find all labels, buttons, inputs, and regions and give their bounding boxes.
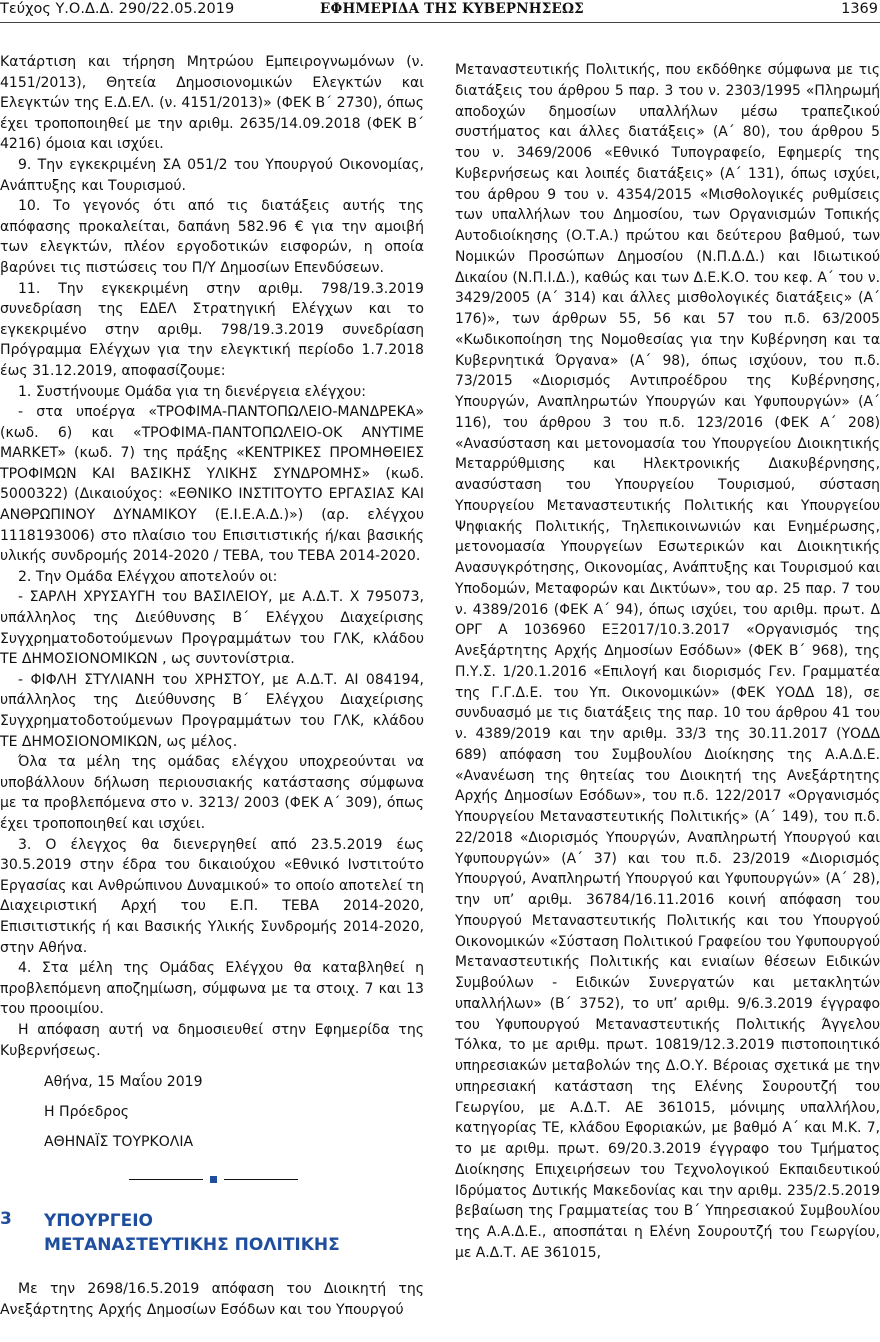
signature-role: Η Πρόεδρος [44, 1104, 130, 1121]
signature-place-date: Αθήνα, 15 Μαΐου 2019 [44, 1074, 203, 1091]
left-column [0, 52, 424, 1320]
section-title-line2: ΜΕΤΑΝΑΣΤΕΥΤΙΚΗΣ ΠΟΛΙΤΙΚΗΣ [44, 1235, 340, 1256]
section-number: 3 [0, 1209, 12, 1230]
issue-reference: Τεύχος Υ.Ο.Δ.Δ. 290/22.05.2019 [0, 1, 235, 17]
paragraph: 4. Στα μέλη της Ομάδας Ελέγχου θα καταβληθεί η προβλεπόμενη αποζημίωση, σύμφωνα με τα στοιχ. 7 και 13 του προοιμίου. [0, 960, 424, 1018]
signature-block [0, 1067, 424, 1157]
right-column-text: Μεταναστευτικής Πολιτικής, που εκδόθηκε σύμφωνα με τις διατάξεις του άρθρου 5 παρ. 3 του ν. 2303/1995 «Πληρωμή αποδοχών δημοσίων υπαλλήλων μέσω τραπεζικού συστήματος και άλλες διατάξεις» (Α΄ 80), του άρθρου 5 του ν. 3469/2006 «Εθνικό Τυπογραφείο, Εφημερίς της Κυβερνήσεως και λοιπές διατάξεις» (Α΄ 131), όπως ισχύει, του άρθρου 9 του ν. 4354/2015 «Μισθολογικές ρυθμίσεις των υπαλλήλων του Δημοσίου, των Οργανισμών Τοπικής Αυτοδιοίκησης (Ο.Τ.Α.) πρώτου και δεύτερου βαθμού, των Νομικών Προσώπων Δημοσίου (Ν.Π.Δ.Δ.) και Ιδιωτικού Δικαίου (Ν.Π.Ι.Δ.), καθώς και των Δ.Ε.Κ.Ο. του κεφ. Α΄ του ν. 3429/2005 (Α΄ 314) και άλλες μισθολογικές διατάξεις» (Α΄ 176)», των άρθρων 55, 56 και 57 του π.δ. 63/2005 «Κωδικοποίηση της Νομοθεσίας για την Κυβέρνηση και τα Κυβερνητικά Όργανα» (Α΄ 98), όπως ισχύουν, του π.δ. 73/2015 «Διορισμός Αντιπροέδρου της Κυβέρνησης, Υπουργών, Αναπληρωτών Υπουργών και Υφυπουργών» (Α΄ 116), του άρθρου 3 του π.δ. 123/2016 (ΦΕΚ Α΄ 208) «Ανασύσταση και μετονομασία του Υπουργείου Διοικητικής Μεταρρύθμισης και Ηλεκτρονικής Διακυβέρνησης, ανασύσταση του Υπουργείου Τουρισμού, σύσταση Υπουργείου Μεταναστευτικής Πολιτικής και Υπουργείου Ψηφιακής Πολιτικής, Τηλεπικοινωνιών και Ενημέρωσης, μετονομασία Υπουργείων Εσωτερικών και Διοικητικής Ανασυγκρότησης, Οικονομίας, Ανάπτυξης και Τουρισμού και Υποδομών, Μεταφορών και Δικτύων», του αρ. 25 παρ. 7 του ν. 4389/2016 (ΦΕΚ Α΄ 94), όπως ισχύει, του αριθμ. πρωτ. Δ ΟΡΓ Α 1036960 ΕΞ2017/10.3.2017 «Οργανισμός της Ανεξάρτητης Αρχής Δημοσίων Εσόδων» (ΦΕΚ Β΄ 968), της Π.Υ.Σ. 1/20.1.2016 «Επιλογή και διορισμός Γεν. Γραμματέα της Γ.Γ.Δ.Ε. του Υπ. Οικονομικών» (ΦΕΚ ΥΟΔΔ 18), σε συνδυασμό με τις διατάξεις της παρ. 10 του άρθρου 41 του ν. 4389/2019 και την αριθμ. 33/3 της 30.11.2017 (ΥΟΔΔ 689) απόφαση του Συμβουλίου Διοίκησης της Α.Α.Δ.Ε. «Ανανέωση της θητείας του Διοικητή της Ανεξάρτητης Αρχής Δημοσίων Εσόδων», του π.δ. 122/2017 «Οργανισμός Υπουργείου Μεταναστευτικής Πολιτικής» (Α΄ 149), του π.δ. 22/2018 «Διορισμός Υπουργών, Αναπληρωτή Υπουργού και Υφυπουργών» (Α΄ 37) και του π.δ. 23/2019 «Διορισμός Υπουργού, Αναπληρωτή Υπουργού και Υφυπουργών» (Α΄ 28), την υπ’ αριθμ. 36784/16.11.2016 κοινή απόφαση του Υπουργού Μεταναστευτικής Πολιτικής και του Υπουργού Οικονομικών «Σύσταση Πολιτικού Γραφείου του Υφυπουργού Μεταναστευτικής Πολιτικής και ενιαίων θέσεων Ειδικών Συμβούλων - Ειδικών Συνεργατών και μετακλητών υπαλλήλων» (Β΄ 3752), το υπ’ αριθμ. 9/6.3.2019 έγγραφο του Υφυπουργού Μεταναστευτικής Πολιτικής Άγγελου Τόλκα, το με αριθμ. πρωτ. 10819/12.3.2019 πιστοποιητικό υπηρεσιακών μεταβολών της Δ.Ο.Υ. Βέροιας σχετικά με την υπηρεσιακή κατάσταση της Ελένης Σουρουτζή του Γεωργίου, με Α.Δ.Τ. ΑΕ 361015, μόνιμης υπαλλήλου, κατηγορίας ΤΕ, κλάδου Εφοριακών, με βαθμό Α΄ και Μ.Κ. 7, το με αριθμ. πρωτ. 69/20.3.2019 έγγραφο του Τμήματος Διοίκησης Επιχειρήσεων του Τεχνολογικού Εκπαιδευτικού Ιδρύματος Δυτικής Μακεδονίας και την αριθμ. 235/2.5.2019 βεβαίωση της Γραμματείας του Β΄ Υπηρεσιακού Συμβουλίου της Α.Α.Δ.Ε., αποσπάται η Ελένη Σουρουτζή του Γεωργίου, με Α.Δ.Τ. ΑΕ 361015, [455, 62, 880, 1261]
page-header [0, 0, 880, 22]
separator-line-left [129, 1179, 203, 1180]
paragraph: Όλα τα μέλη της ομάδας ελέγχου υποχρεούνται να υποβάλλουν δήλωση περιουσιακής κατάστασης σύμφωνα με τα προβλεπόμενα στο ν. 3213/ 2003 (ΦΕΚ Α΄ 309), όπως έχει τροποποιηθεί και ισχύει. [0, 754, 424, 832]
paragraph: 2. Την Ομάδα Ελέγχου αποτελούν οι: [18, 568, 278, 585]
paragraph: 10. Το γεγονός ότι από τις διατάξεις αυτής της απόφασης προκαλείται, δαπάνη 582.96 € για την αμοιβή των ελεγκτών, πλέον εργοδοτικών εισφορών, η οποία βαρύνει τις πιστώσεις του Π/Υ Δημοσίων Επενδύσεων. [0, 198, 424, 276]
paragraph: Η απόφαση αυτή να δημοσιευθεί στην Εφημερίδα της Κυβερνήσεως. [0, 1021, 424, 1059]
section-title-line1: ΥΠΟΥΡΓΕΙΟ [44, 1211, 153, 1232]
right-column [455, 60, 880, 1264]
page-number: 1369 [841, 1, 878, 17]
paragraph: 9. Την εγκεκριμένη ΣΑ 051/2 του Υπουργού Οικονομίας, Ανάπτυξης και Τουρισμού. [0, 156, 424, 194]
journal-title: ΕΦΗΜΕΡΙΔΑ ΤΗΣ ΚΥΒΕΡΝΗΣΕΩΣ [320, 1, 584, 17]
paragraph: - ΦΙΦΛΗ ΣΤΥΛΙΑΝΗ του ΧΡΗΣΤΟΥ, με Α.Δ.Τ. ΑΙ 084194, υπάλληλος της Διεύθυνσης Β΄ Ελέγχου Διαχείρισης Συγχρηματοδοτούμενων Προγραμμάτων του ΓΛΚ, κλάδου ΤΕ ΔΗΜΟΣΙΟΝΟΜΙΚΩΝ, ως μέλος. [0, 671, 424, 750]
separator-line-right [224, 1179, 298, 1180]
separator-square [210, 1176, 217, 1183]
section-heading [0, 1203, 424, 1279]
paragraph: 11. Την εγκεκριμένη στην αριθμ. 798/19.3.2019 συνεδρίαση της ΕΔΕΛ Στρατηγική Ελέγχων και το εγκεκριμένο στην αριθμ. 798/19.3.2019 συνεδρίαση Πρόγραμμα Ελέγχων για την ελεγκτική περίοδο 1.7.2018 έως 31.12.2019, αποφασίζουμε: [0, 280, 424, 379]
paragraph: - στα υποέργα «ΤΡΟΦΙΜΑ-ΠΑΝΤΟΠΩΛΕΙΟ-ΜΑΝΔΡΕΚΑ» (κωδ. 6) και «ΤΡΟΦΙΜΑ-ΠΑΝΤΟΠΩΛΕΙΟ-ΟΚ ΑΝΥΤΙΜΕ MARKET» (κωδ. 7) της πράξης «ΚΕΝΤΡΙΚΕΣ ΠΡΟΜΗΘΕΙΕΣ ΤΡΟΦΙΜΩΝ ΚΑΙ ΒΑΣΙΚΗΣ ΥΛΙΚΗΣ ΣΥΝΔΡΟΜΗΣ» (κωδ. 5000322) (Δικαιούχος: «ΕΘΝΙΚΟ ΙΝΣΤΙΤΟΥΤΟ ΕΡΓΑΣΙΑΣ ΚΑΙ ΑΝΘΡΩΠΙΝΟΥ ΔΥΝΑΜΙΚΟΥ (Ε.Ι.Ε.Α.Δ.)») (αρ. ελέγχου 1118193006) στο πλαίσιο του Επισιτιστικής ή/και βασικής υλικής συνδρομής 2014-2020 / ΤΕΒΑ, του ΤΕΒΑ 2014-2020. [0, 404, 424, 565]
signature-name: ΑΘΗΝΑΪΣ ΤΟΥΡΚΟΛΙΑ [44, 1134, 194, 1151]
paragraph: 1. Συστήνουμε Ομάδα για τη διενέργεια ελέγχου: [18, 383, 366, 400]
paragraph: Κατάρτιση και τήρηση Μητρώου Εμπειρογνωμόνων (ν. 4151/2013), Θητεία Δημοσιονομικών Ελεγκτών και Ελεγκτών της Ε.Δ.ΕΛ. (ν. 4151/2013)» (ΦΕΚ Β΄ 2730), όπως έχει τροποποιηθεί με την αριθμ. 2635/14.09.2018 (ΦΕΚ Β΄ 4216) όμοια και ισχύει. [0, 54, 424, 153]
header-rule [0, 22, 880, 23]
paragraph: 3. Ο έλεγχος θα διενεργηθεί από 23.5.2019 έως 30.5.2019 στην έδρα του δικαιούχου «Εθνικό Ινστιτούτο Εργασίας και Ανθρώπινου Δυναμικού» το οποίο αποτελεί τη Διαχειριστική Αρχή του Ε.Π. ΤΕΒΑ 2014-2020, Επισιτιστικής ή και Βασικής Υλικής Συνδρομής 2014-2020, στην Αθήνα. [0, 836, 424, 956]
section-separator [0, 1163, 424, 1197]
left-paragraphs [0, 52, 424, 1061]
decision-paragraph: Με την 2698/16.5.2019 απόφαση του Διοικητή της Ανεξάρτητης Αρχής Δημοσίων Εσόδων και του Υπουργού [0, 1281, 424, 1318]
section-title [44, 1209, 340, 1257]
paragraph: - ΣΑΡΛΗ ΧΡΥΣΑΥΓΗ του ΒΑΣΙΛΕΙΟΥ, με Α.Δ.Τ. Χ 795073, υπάλληλος της Διεύθυνσης Β΄ Ελέγχου Διαχείρισης Συγχρηματοδοτούμενων Προγραμμάτων του ΓΛΚ, κλάδου ΤΕ ΔΗΜΟΣΙΟΝΟΜΙΚΩΝ , ως συντονίστρια. [0, 589, 424, 668]
